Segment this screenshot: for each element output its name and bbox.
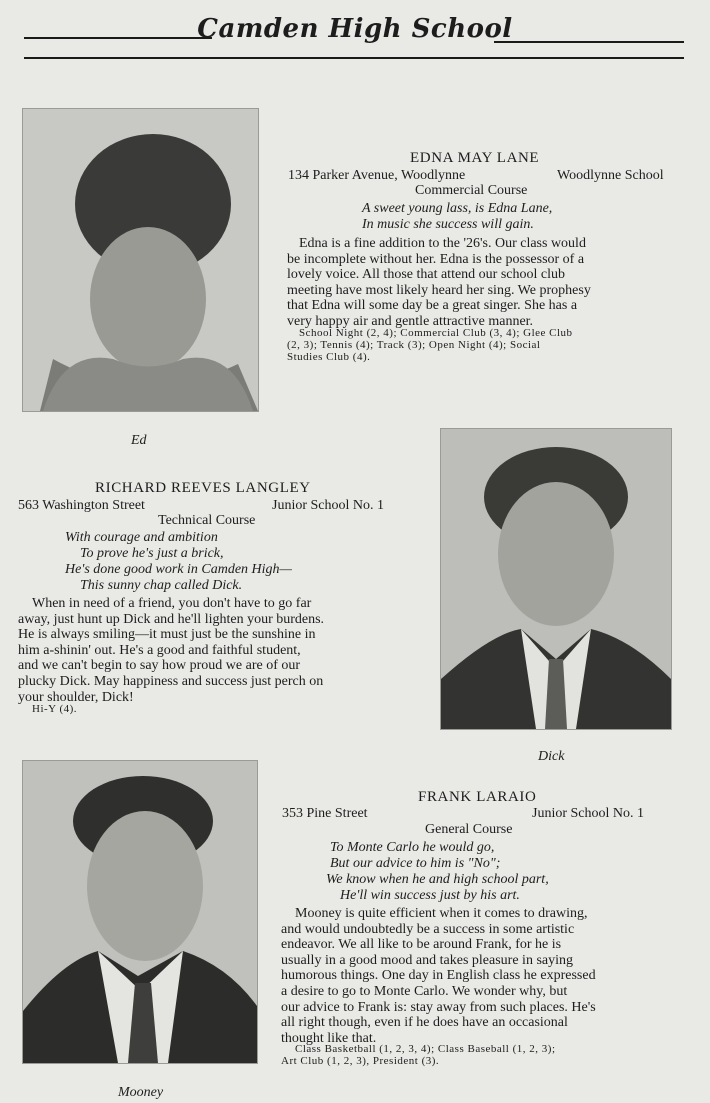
portrait-photo-richard <box>440 428 672 730</box>
student-name: FRANK LARAIO <box>418 789 537 805</box>
previous-school: Junior School No. 1 <box>532 806 644 821</box>
nickname-caption: Mooney <box>118 1085 164 1100</box>
biography-text <box>287 236 687 330</box>
portrait-silhouette-male <box>23 761 257 1063</box>
bio-line: be incomplete without her. Edna is the possessor of a <box>287 251 585 267</box>
student-address: 353 Pine Street <box>282 806 368 821</box>
activities-line: Studies Club (4). <box>287 351 371 363</box>
bio-line: all right though, even if he does have an occasional <box>281 1015 568 1031</box>
course-name: Commercial Course <box>415 183 528 198</box>
previous-school: Woodlynne School <box>557 168 664 183</box>
previous-school: Junior School No. 1 <box>272 498 384 513</box>
activities-line: Art Club (1, 2, 3), President (3). <box>281 1055 440 1067</box>
verse-line: In music she success will gain. <box>362 217 534 232</box>
bio-line: plucky Dick. May happiness and success just perch on <box>18 673 324 689</box>
verse-line: With courage and ambition <box>65 530 218 545</box>
bio-line: and we can't begin to say how proud we are of our <box>18 658 301 674</box>
bio-line: When in need of a friend, you don't have to go far <box>32 596 312 611</box>
course-name: Technical Course <box>158 513 256 528</box>
verse-line: He'll win success just by his art. <box>340 888 520 903</box>
bio-line: meeting have most likely heard her sing. We prophesy <box>287 282 591 298</box>
student-address: 134 Parker Avenue, Woodlynne <box>288 168 466 183</box>
bio-line: Mooney is quite efficient when it comes to drawing, <box>295 906 588 921</box>
course-name: General Course <box>425 822 513 837</box>
verse-line: This sunny chap called Dick. <box>80 578 243 593</box>
bio-line: endeavor. We all like to be around Frank, for he is <box>281 937 562 953</box>
bio-line: him a-shinin' out. He's a good and faithful student, <box>18 642 301 658</box>
activities-line: (2, 3); Tennis (4); Track (3); Open Night (4); Social <box>287 339 541 351</box>
nickname-caption: Ed <box>131 433 147 448</box>
bio-line: thought like that. <box>281 1030 377 1046</box>
bio-line: that Edna will some day be a great singer. She has a <box>287 298 578 314</box>
page-title: Camden High School <box>197 14 513 44</box>
activities-list <box>32 703 77 715</box>
biography-text <box>18 596 418 705</box>
verse-line: But our advice to him is "No"; <box>330 856 501 871</box>
bio-line: very happy air and gentle attractive manner. <box>287 313 534 329</box>
portrait-photo-frank <box>22 760 258 1064</box>
student-name: EDNA MAY LANE <box>410 150 540 166</box>
bio-line: a desire to go to Monte Carlo. We wonder why, but <box>281 983 568 999</box>
verse-line: He's done good work in Camden High— <box>65 562 292 577</box>
student-name: RICHARD REEVES LANGLEY <box>95 480 311 496</box>
student-address: 563 Washington Street <box>18 498 145 513</box>
activities-line: Hi-Y (4). <box>32 703 78 715</box>
nickname-caption: Dick <box>538 749 565 764</box>
bio-line: our advice to Frank is: stay away from such places. He's <box>281 999 596 1015</box>
activities-list <box>287 327 687 363</box>
bio-line: and would undoubtedly be a success in some artistic <box>281 921 575 937</box>
activities-line: Class Basketball (1, 2, 3, 4); Class Baseball (1, 2, 3); <box>295 1043 556 1055</box>
activities-list <box>281 1043 681 1067</box>
bio-line: usually in a good mood and takes pleasure in saying <box>281 952 573 968</box>
activities-line: School Night (2, 4); Commercial Club (3, 4); Glee Club <box>299 327 573 339</box>
verse-line: We know when he and high school part, <box>326 872 549 887</box>
bio-line: Edna is a fine addition to the '26's. Our class would <box>299 236 586 251</box>
bio-line: away, just hunt up Dick and he'll lighten your burdens. <box>18 611 325 627</box>
verse-line: A sweet young lass, is Edna Lane, <box>362 201 553 216</box>
verse-line: To prove he's just a brick, <box>80 546 224 561</box>
header-rule-bottom <box>24 57 684 59</box>
biography-text <box>281 906 681 1046</box>
portrait-silhouette-female <box>23 109 258 411</box>
bio-line: your shoulder, Dick! <box>18 689 134 705</box>
bio-line: lovely voice. All those that attend our school club <box>287 267 565 283</box>
portrait-silhouette-male <box>441 429 671 729</box>
bio-line: humorous things. One day in English class he expressed <box>281 968 596 984</box>
verse-line: To Monte Carlo he would go, <box>330 840 495 855</box>
bio-line: He is always smiling—it must just be the sunshine in <box>18 627 316 643</box>
portrait-photo-edna <box>22 108 259 412</box>
